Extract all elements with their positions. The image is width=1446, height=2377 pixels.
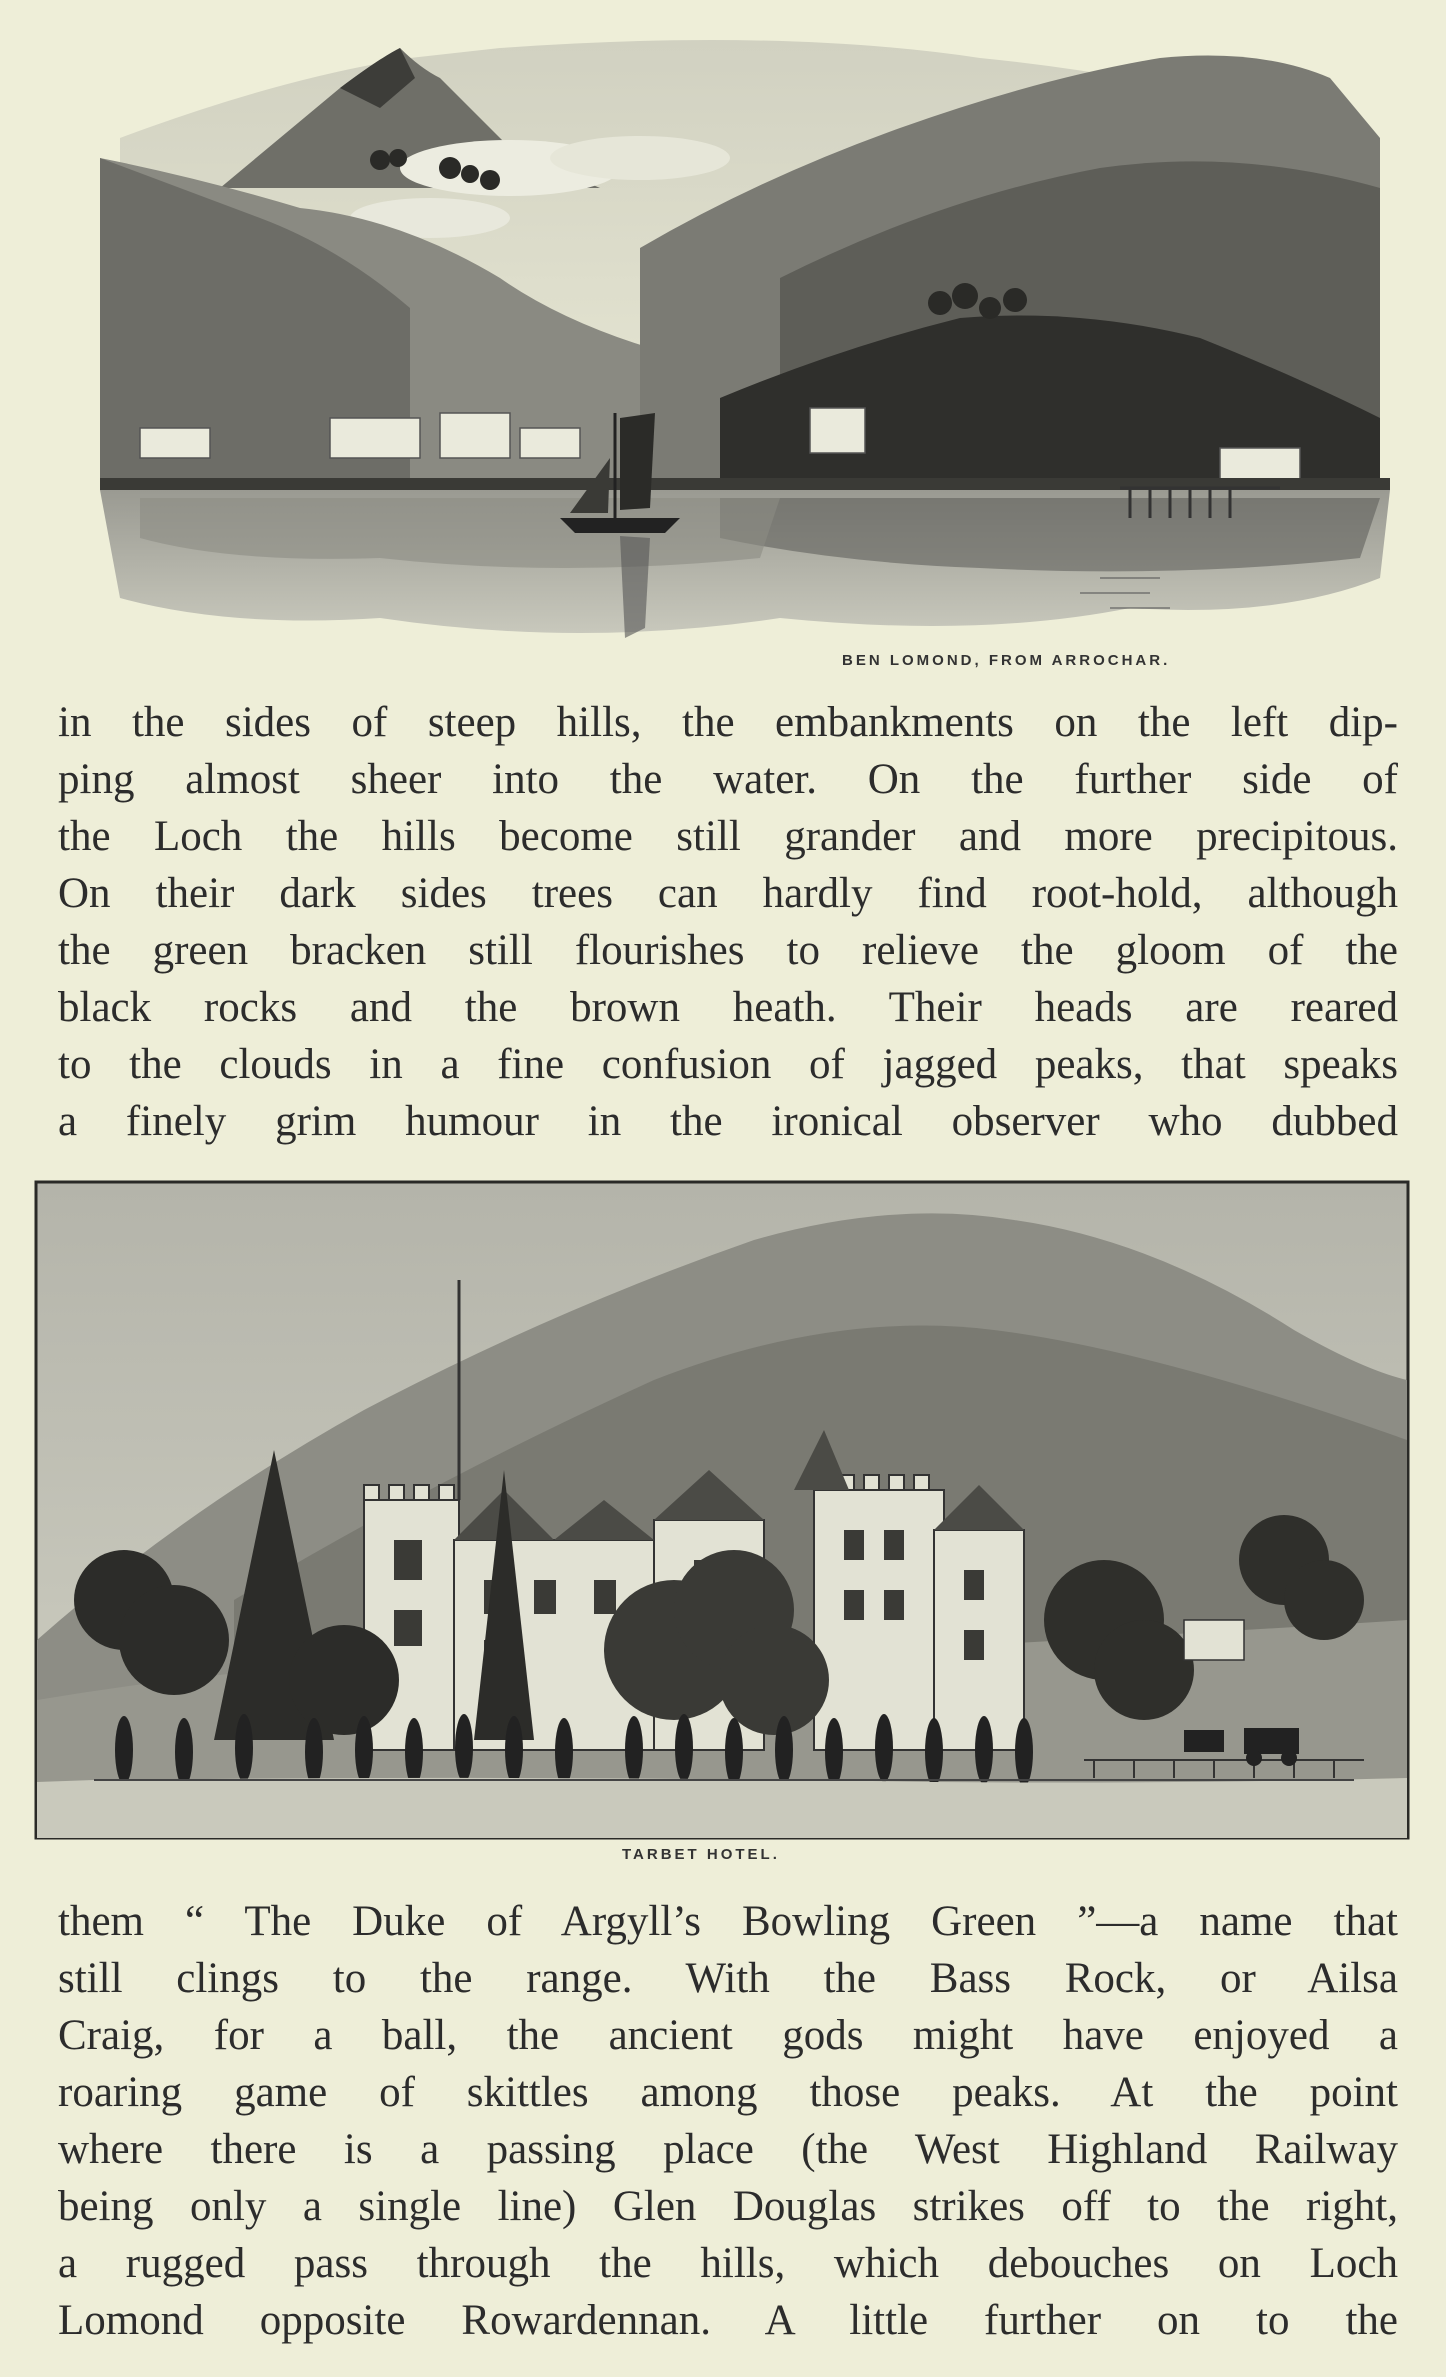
text-line: to the clouds in a fine confusion of jagged peaks, that speaks (58, 1041, 1398, 1088)
illustration-ben-lomond (80, 18, 1410, 668)
text-line: in the sides of steep hills, the embankments on the left dip- (58, 699, 1398, 746)
tarbet-hotel-drawing (34, 1180, 1410, 1840)
text-line: On their dark sides trees can hardly find root-hold, although (58, 870, 1398, 917)
text-line: roaring game of skittles among those peaks. At the point (58, 2069, 1398, 2116)
ben-lomond-drawing (80, 18, 1410, 668)
text-line: where there is a passing place (the West Highland Railway (58, 2126, 1398, 2173)
text-line: a rugged pass through the hills, which debouches on Loch (58, 2240, 1398, 2287)
paragraph-bottom (58, 1893, 1398, 2349)
caption-tarbet-hotel: TARBET HOTEL. (622, 1846, 780, 1863)
text-line: still clings to the range. With the Bass Rock, or Ailsa (58, 1955, 1398, 2002)
caption-ben-lomond: BEN LOMOND, FROM ARROCHAR. (842, 652, 1171, 669)
paragraph-top (58, 694, 1398, 1150)
illustration-tarbet-hotel (34, 1180, 1410, 1840)
text-line: black rocks and the brown heath. Their heads are reared (58, 984, 1398, 1031)
text-line: Lomond opposite Rowardennan. A little further on to the (58, 2297, 1398, 2344)
text-line: them “ The Duke of Argyll’s Bowling Green ”—a name that (58, 1898, 1398, 1945)
text-line: being only a single line) Glen Douglas strikes off to the right, (58, 2183, 1398, 2230)
text-line: Craig, for a ball, the ancient gods might have enjoyed a (58, 2012, 1398, 2059)
text-line: ping almost sheer into the water. On the further side of (58, 756, 1398, 803)
text-line: a finely grim humour in the ironical observer who dubbed (58, 1098, 1398, 1145)
text-line: the green bracken still flourishes to relieve the gloom of the (58, 927, 1398, 974)
text-line: the Loch the hills become still grander and more precipitous. (58, 813, 1398, 860)
